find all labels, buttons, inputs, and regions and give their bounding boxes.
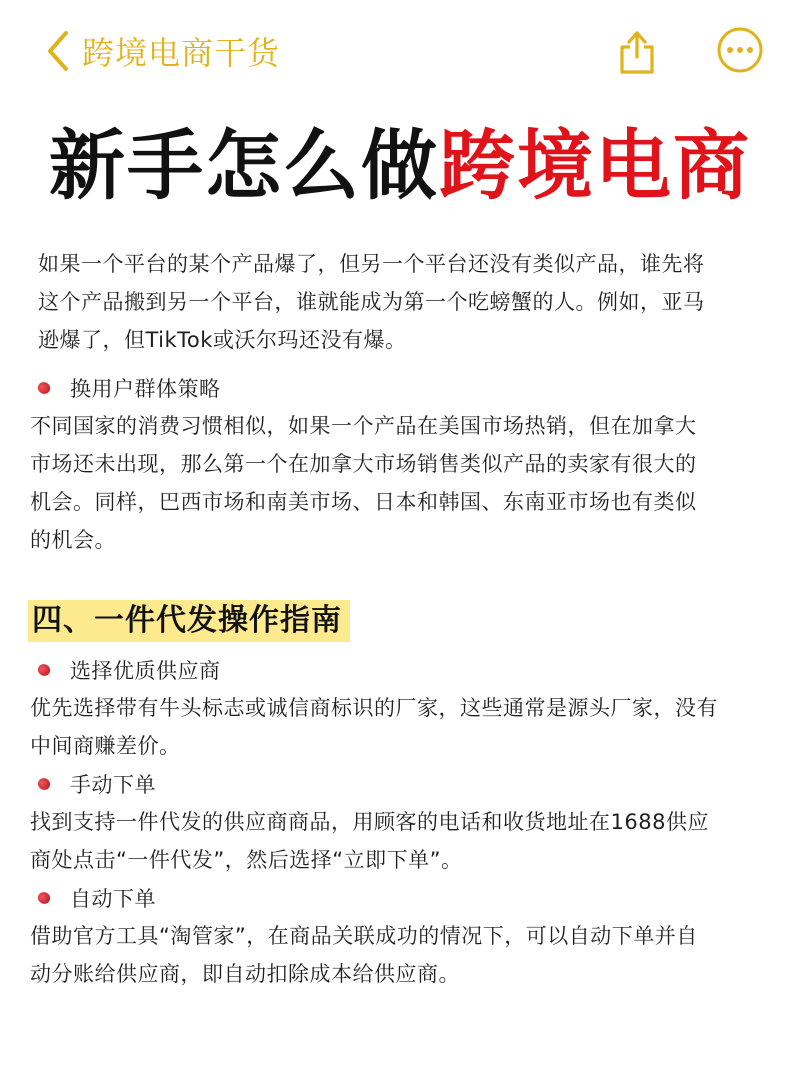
- intro-paragraph: [38, 245, 705, 359]
- paragraph-line: 优先选择带有牛头标志或诚信商标识的厂家，这些通常是源头厂家，没有: [30, 696, 718, 720]
- title-part-black: 新手怎么做: [49, 121, 439, 210]
- bullet-item: [38, 651, 221, 689]
- bullet-paragraph: [30, 407, 697, 559]
- paragraph-line: 借助官方工具“淘管家”，在商品关联成功的情况下，可以自动下单并自: [30, 924, 698, 948]
- intro-line: 这个产品搬到另一个平台，谁就能成为第一个吃螃蟹的人。例如，亚马: [38, 290, 705, 314]
- paragraph-line: 机会。同样，巴西市场和南美市场、日本和韩国、东南亚市场也有类似: [30, 490, 697, 514]
- chevron-left-icon: [44, 29, 72, 73]
- bullet-item: [38, 879, 156, 917]
- bullet-item: [38, 369, 221, 407]
- paragraph-line: 动分账给供应商，即自动扣除成本给供应商。: [30, 962, 460, 986]
- bullet-paragraph: [30, 689, 718, 765]
- paragraph-line: 市场还未出现，那么第一个在加拿大市场销售类似产品的卖家有很大的: [30, 452, 697, 476]
- paragraph-line: 商处点击“一件代发”，然后选择“立即下单”。: [30, 848, 463, 872]
- title-part-red: 跨境电商: [439, 121, 751, 210]
- bullet-label: 自动下单: [70, 887, 156, 911]
- bullet-dot-icon: [36, 662, 51, 677]
- section-heading: 四、一件代发操作指南: [28, 600, 350, 642]
- paragraph-line: 中间商赚差价。: [30, 734, 181, 758]
- bullet-label: 换用户群体策略: [70, 377, 221, 401]
- bullet-label: 手动下单: [70, 773, 156, 797]
- bullet-dot-icon: [36, 890, 51, 905]
- paragraph-line: 不同国家的消费习惯相似，如果一个产品在美国市场热销，但在加拿大: [30, 414, 697, 438]
- bullet-paragraph: [30, 917, 698, 993]
- share-icon[interactable]: [614, 24, 660, 76]
- intro-line: 如果一个平台的某个产品爆了，但另一个平台还没有类似产品，谁先将: [38, 252, 705, 276]
- page-title: [0, 118, 800, 214]
- bullet-item: [38, 765, 156, 803]
- bullet-paragraph: [30, 803, 709, 879]
- back-button[interactable]: [44, 28, 280, 74]
- bullet-dot-icon: [36, 380, 51, 395]
- bullet-dot-icon: [36, 776, 51, 791]
- paragraph-line: 找到支持一件代发的供应商商品，用顾客的电话和收货地址在1688供应: [30, 810, 709, 834]
- nav-bar: [0, 0, 800, 100]
- bullet-label: 选择优质供应商: [70, 659, 221, 683]
- more-icon[interactable]: [716, 26, 764, 74]
- paragraph-line: 的机会。: [30, 528, 116, 552]
- back-label: 跨境电商干货: [82, 34, 281, 72]
- intro-line: 逊爆了，但TikTok或沃尔玛还没有爆。: [38, 328, 407, 352]
